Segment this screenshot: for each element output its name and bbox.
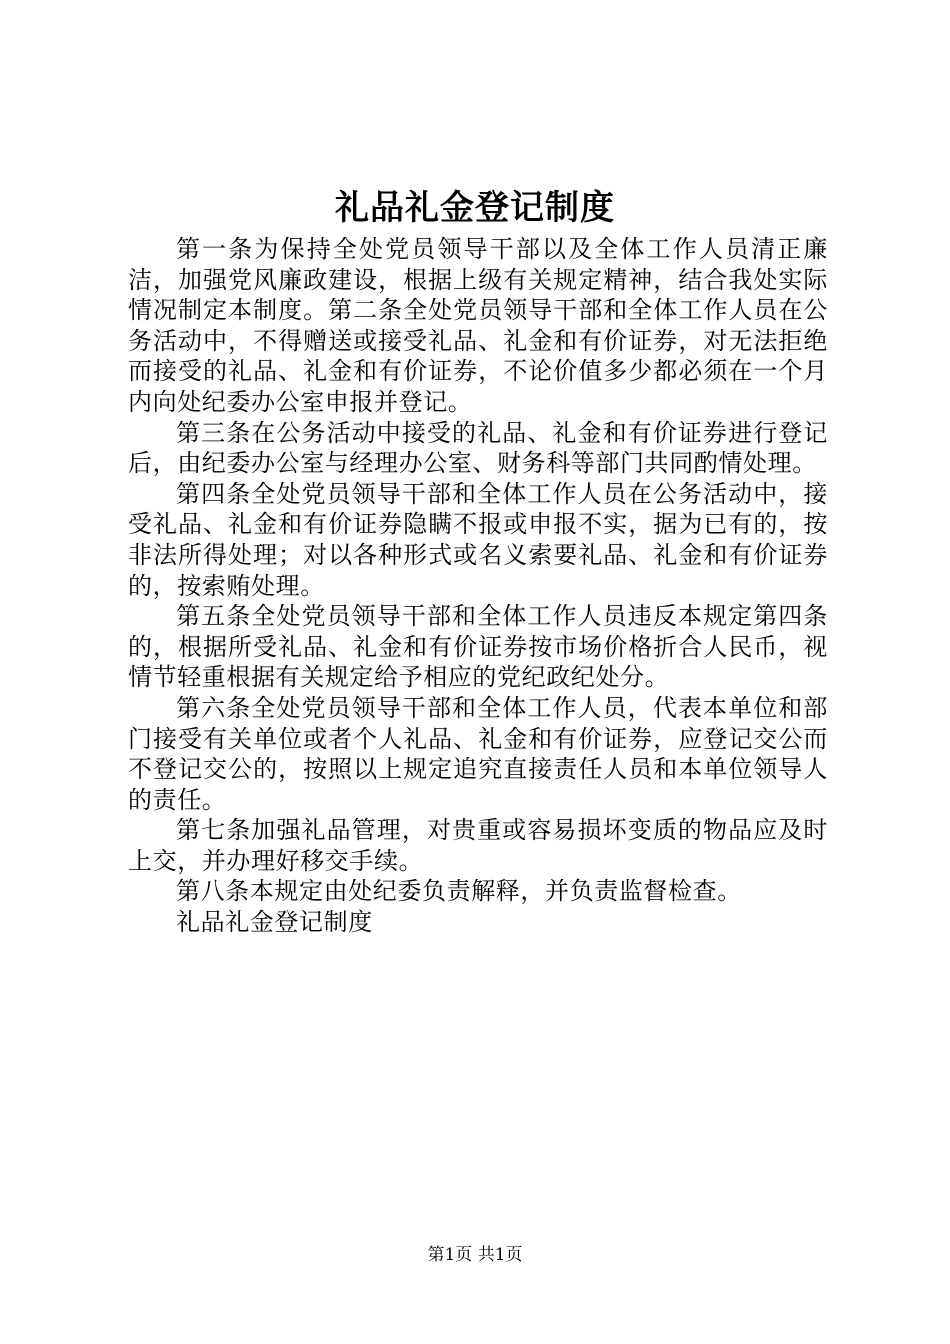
- paragraph-article-7: 第七条加强礼品管理，对贵重或容易损坏变质的物品应及时上交，并办理好移交手续。: [128, 816, 828, 875]
- paragraph-article-5: 第五条全处党员领导干部和全体工作人员违反本规定第四条的，根据所受礼品、礼金和有价证券按市场价格折合人民币，视情节轻重根据有关规定给予相应的党纪政纪处分。: [128, 602, 828, 692]
- paragraph-article-1-2: 第一条为保持全处党员领导干部以及全体工作人员清正廉洁，加强党风廉政建设，根据上级有关规定精神，结合我处实际情况制定本制度。第二条全处党员领导干部和全体工作人员在公务活动中，不得赠送或接受礼品、礼金和有价证券，对无法拒绝而接受的礼品、礼金和有价证券，不论价值多少都必须在一个月内向处纪委办公室申报并登记。: [128, 235, 828, 416]
- paragraph-closing-title: 礼品礼金登记制度: [176, 908, 373, 937]
- page-number-footer: 第1页 共1页: [427, 1245, 523, 1265]
- paragraph-article-8: 第八条本规定由处纪委负责解释，并负责监督检查。: [176, 877, 742, 906]
- paragraph-article-4: 第四条全处党员领导干部和全体工作人员在公务活动中，接受礼品、礼金和有价证券隐瞒不报或申报不实，据为已有的，按非法所得处理；对以各种形式或名义索要礼品、礼金和有价证券的，按索贿处理。: [128, 479, 828, 600]
- paragraph-article-6: 第六条全处党员领导干部和全体工作人员，代表本单位和部门接受有关单位或者个人礼品、礼金和有价证券，应登记交公而不登记交公的，按照以上规定追究直接责任人员和本单位领导人的责任。: [128, 693, 828, 814]
- document-body: [128, 234, 828, 938]
- document-title: 礼品礼金登记制度: [335, 188, 615, 228]
- paragraph-article-3: 第三条在公务活动中接受的礼品、礼金和有价证券进行登记后，由纪委办公室与经理办公室、财务科等部门共同酌情处理。: [128, 418, 828, 478]
